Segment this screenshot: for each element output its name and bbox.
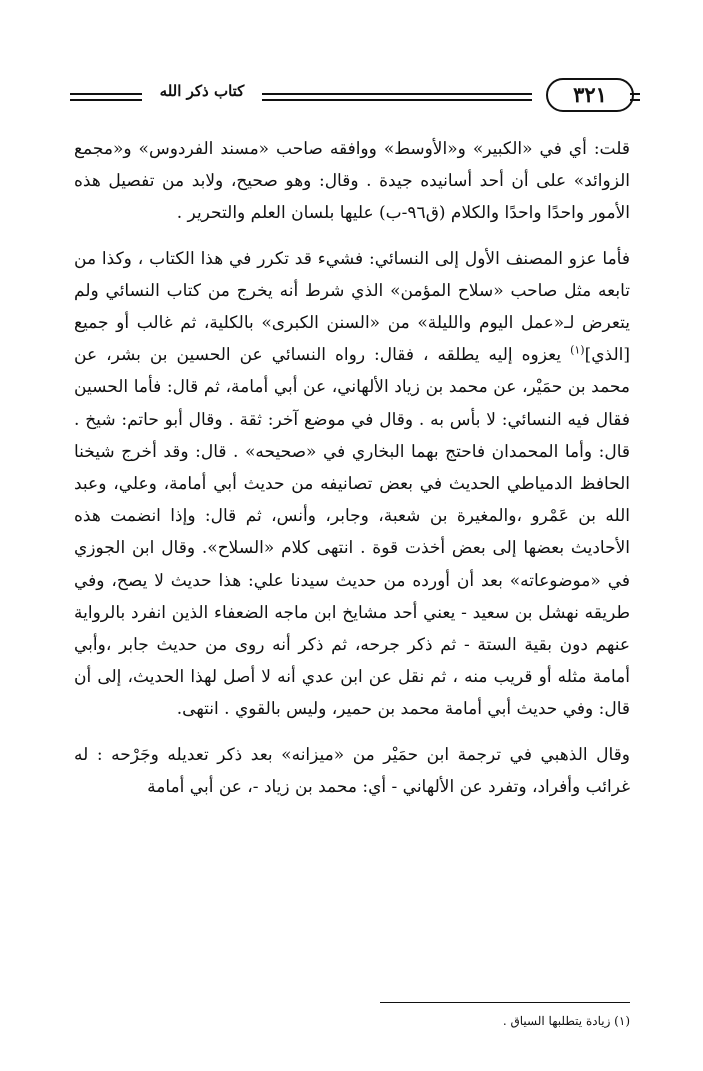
header-rule-middle	[262, 93, 532, 95]
footnote-marker: (١)	[570, 343, 585, 357]
footnote-rule	[380, 1002, 630, 1003]
book-title: كتاب ذكر الله	[159, 82, 245, 100]
paragraph: قلت: أي في «الكبير» و«الأوسط» ووافقه صاحب «مسند الفردوس» و«مجمع الزوائد» على أن أحد أسانيده جيدة . وقال: وهو صحيح، ولابد من تفصيل هذه الأمور واحدًا واحدًا والكلام (ق٩٦-ب) عليها بلسان العلم والتحرير .	[74, 139, 630, 224]
paragraph: وقال الذهبي في ترجمة ابن حمَيْر من «ميزانه» بعد ذكر تعديله وجَرْحه : له غرائب وأفراد، وتفرد عن الألهاني - أي: محمد بن زياد -، عن أبي أمامة	[74, 744, 631, 797]
paragraph-text: فأما عزو المصنف الأول إلى النسائي: فشيء قد تكرر في هذا الكتاب ، وكذا من تابعه مثل صاحب «سلاح المؤمن» الذي شرط أنه يخرج من كتاب النسائي ولم يتعرض لـ«عمل اليوم والليلة» من «السنن الكبرى» بالكلية، ثم غالب أو جميع [الذي]	[74, 248, 630, 366]
page-number: ٣٢١	[546, 78, 634, 112]
page-header	[70, 78, 640, 118]
body-text	[74, 133, 630, 803]
header-rule-left	[70, 93, 142, 95]
footnote: (١) زيادة يتطلبها السياق .	[502, 1014, 630, 1028]
paragraph	[74, 243, 630, 726]
header-rule-right	[630, 99, 640, 101]
header-rule-left	[70, 99, 142, 101]
paragraph-text: يعزوه إليه يطلقه ، فقال: رواه النسائي عن الحسين بن بشر، عن محمد بن حمَيْر، عن محمد بن زياد الألهاني، عن أبي أمامة، ثم قال: فأما الحسين فقال فيه النسائي: لا بأس به . وقال في موضع آخر: ثقة . وقال أبو حاتم: شيخ . قال: وأما المحمدان فاحتج بهما البخاري في «صحيحه» . قال: وقد أخرج شيخنا الحافظ الدمياطي الحديث في بعض تصانيفه من حديث أبي أمامة، وعلي، وعبد الله بن عَمْرو ،والمغيرة بن شعبة، وجابر، وأنس، ثم قال: وإذا انضمت هذه الأحاديث بعضها إلى بعض أخذت قوة . انتهى كلام «السلاح». وقال ابن الجوزي في «موضوعاته» بعد أن أورده من حديث سيدنا علي: هذا حديث لا يصح، وفي طريقه نهشل بن سعيد - يعني أحد مشايخ ابن ماجه الضعفاء الذين انفرد بالرواية عنهم دون بقية الستة - ثم ذكر جرحه، ثم ذكر أنه روى من حديث جابر ،وأبي أمامة مثله أو قريب منه ، ثم نقل عن ابن عدي أنه لا أصل لهذا الحديث، إلى أن قال: وفي حديث أبي أمامة محمد بن حمير، وليس بالقوي . انتهى.	[74, 345, 630, 720]
header-rule-right	[630, 93, 640, 95]
header-rule-middle	[262, 99, 532, 101]
